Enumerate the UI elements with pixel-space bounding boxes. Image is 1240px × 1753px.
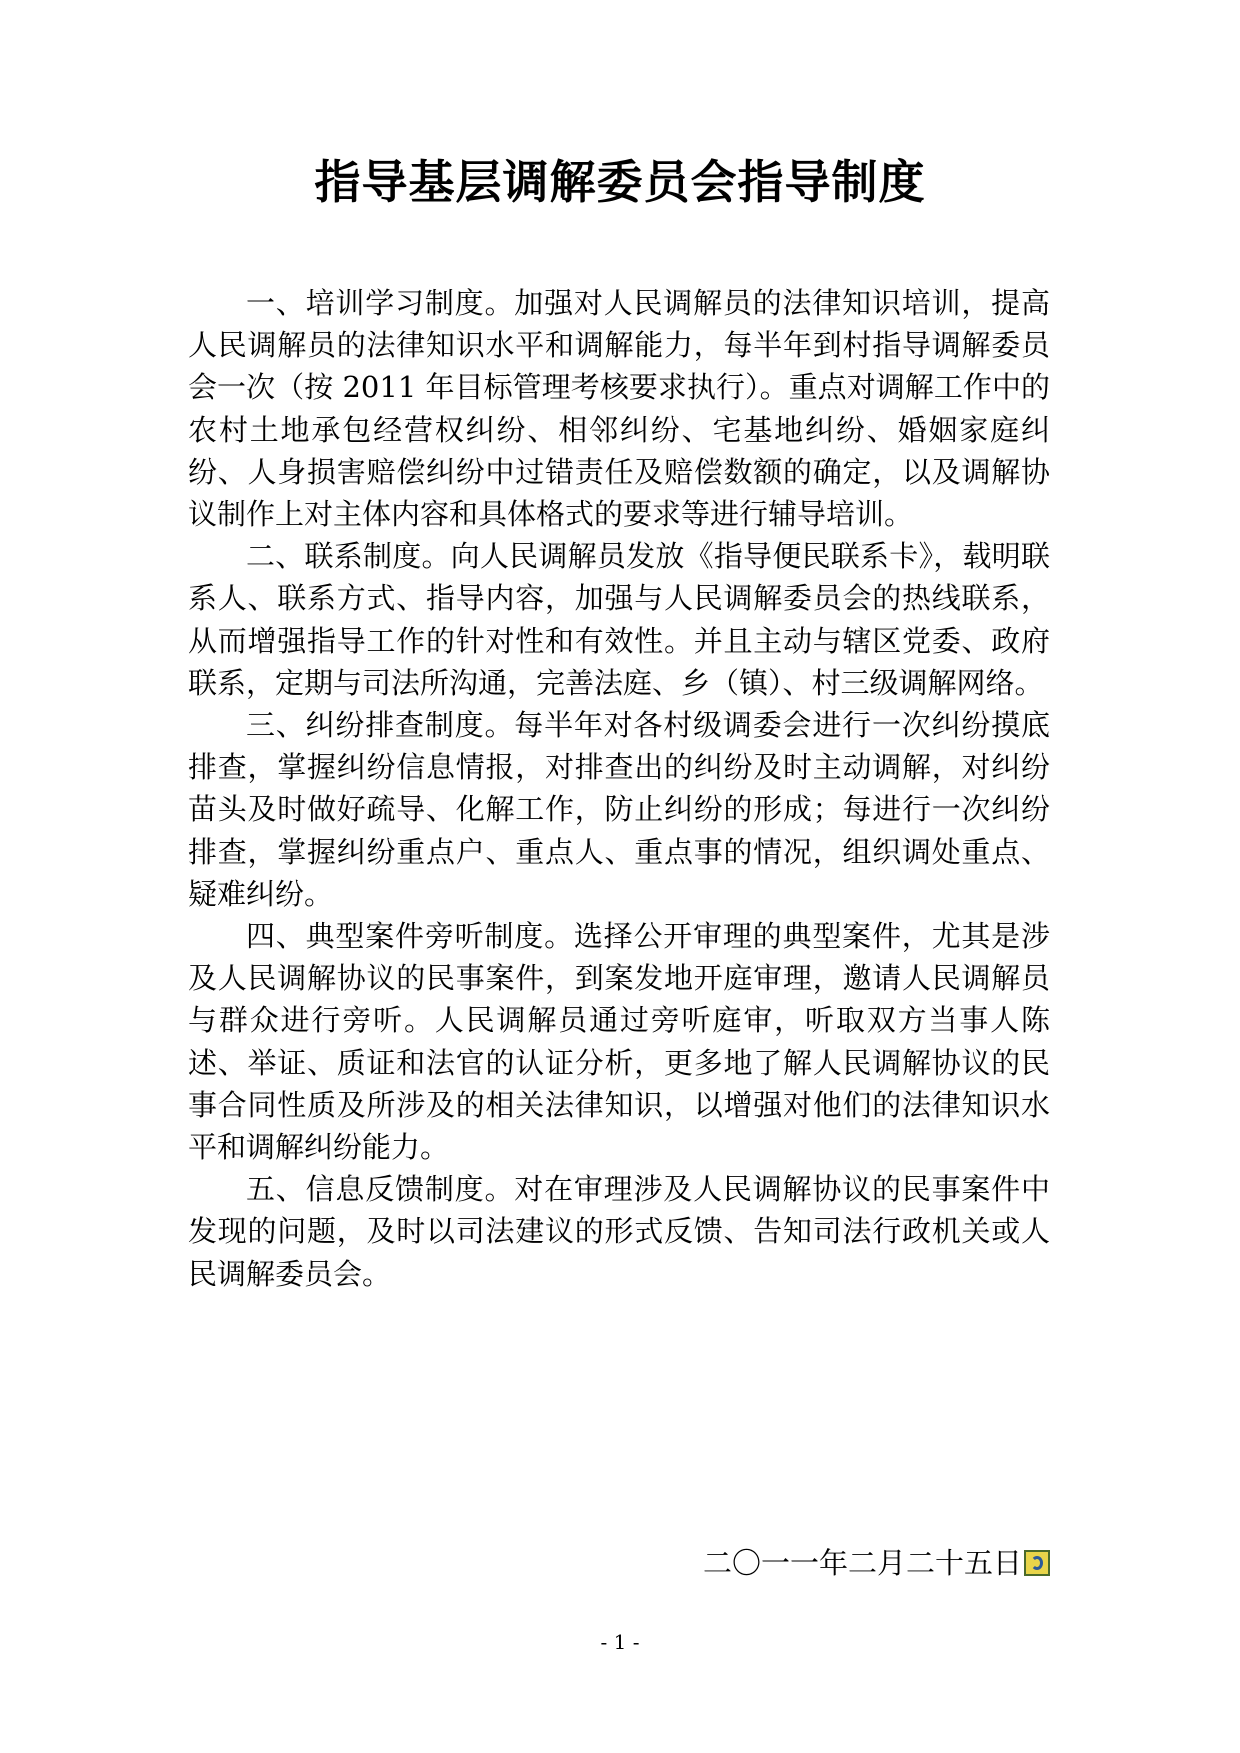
paragraph-feedback: 五、信息反馈制度。对在审理涉及人民调解协议的民事案件中发现的问题，及时以司法建议的形式反馈、告知司法行政机关或人民调解委员会。 [188,1172,1050,1291]
document-date: 二〇一一年二月二十五日 [702,1546,1022,1580]
paragraph-training: 一、培训学习制度。加强对人民调解员的法律知识培训，提高人民调解员的法律知识水平和调解能力，每半年到村指导调解委员会一次（按 2011 年目标管理考核要求执行）。重点对调解工作中的农村土地承包经营权纠纷、相邻纠纷、宅基地纠纷、婚姻家庭纠纷、人身损害赔偿纠纷中过错责任及赔偿数额的确定，以及调解协议制作上对主体内容和具体格式的要求等进行辅导培训。 [188,286,1050,532]
paragraph-case-hearing: 四、典型案件旁听制度。选择公开审理的典型案件，尤其是涉及人民调解协议的民事案件，到案发地开庭审理，邀请人民调解员与群众进行旁听。人民调解员通过旁听庭审，听取双方当事人陈述、举证、质证和法官的认证分析，更多地了解人民调解协议的民事合同性质及所涉及的相关法律知识，以增强对他们的法律知识水平和调解纠纷能力。 [188,919,1050,1165]
paragraph-dispute-screening: 三、纠纷排查制度。每半年对各村级调委会进行一次纠纷摸底排查，掌握纠纷信息情报，对排查出的纠纷及时主动调解，对纠纷苗头及时做好疏导、化解工作，防止纠纷的形成；每进行一次纠纷排查，掌握纠纷重点户、重点人、重点事的情况，组织调处重点、疑难纠纷。 [188,708,1050,911]
signature-date-line [703,1542,1050,1584]
paragraph-contact: 二、联系制度。向人民调解员发放《指导便民联系卡》，载明联系人、联系方式、指导内容，加强与人民调解委员会的热线联系，从而增强指导工作的针对性和有效性。并且主动与辖区党委、政府联系，定期与司法所沟通，完善法庭、乡（镇）、村三级调解网络。 [188,539,1050,700]
document-title: 指导基层调解委员会指导制度 [314,155,926,209]
page-number: - 1 - [600,1630,640,1654]
document-body [188,282,1050,1295]
stamp-icon [1024,1550,1050,1576]
